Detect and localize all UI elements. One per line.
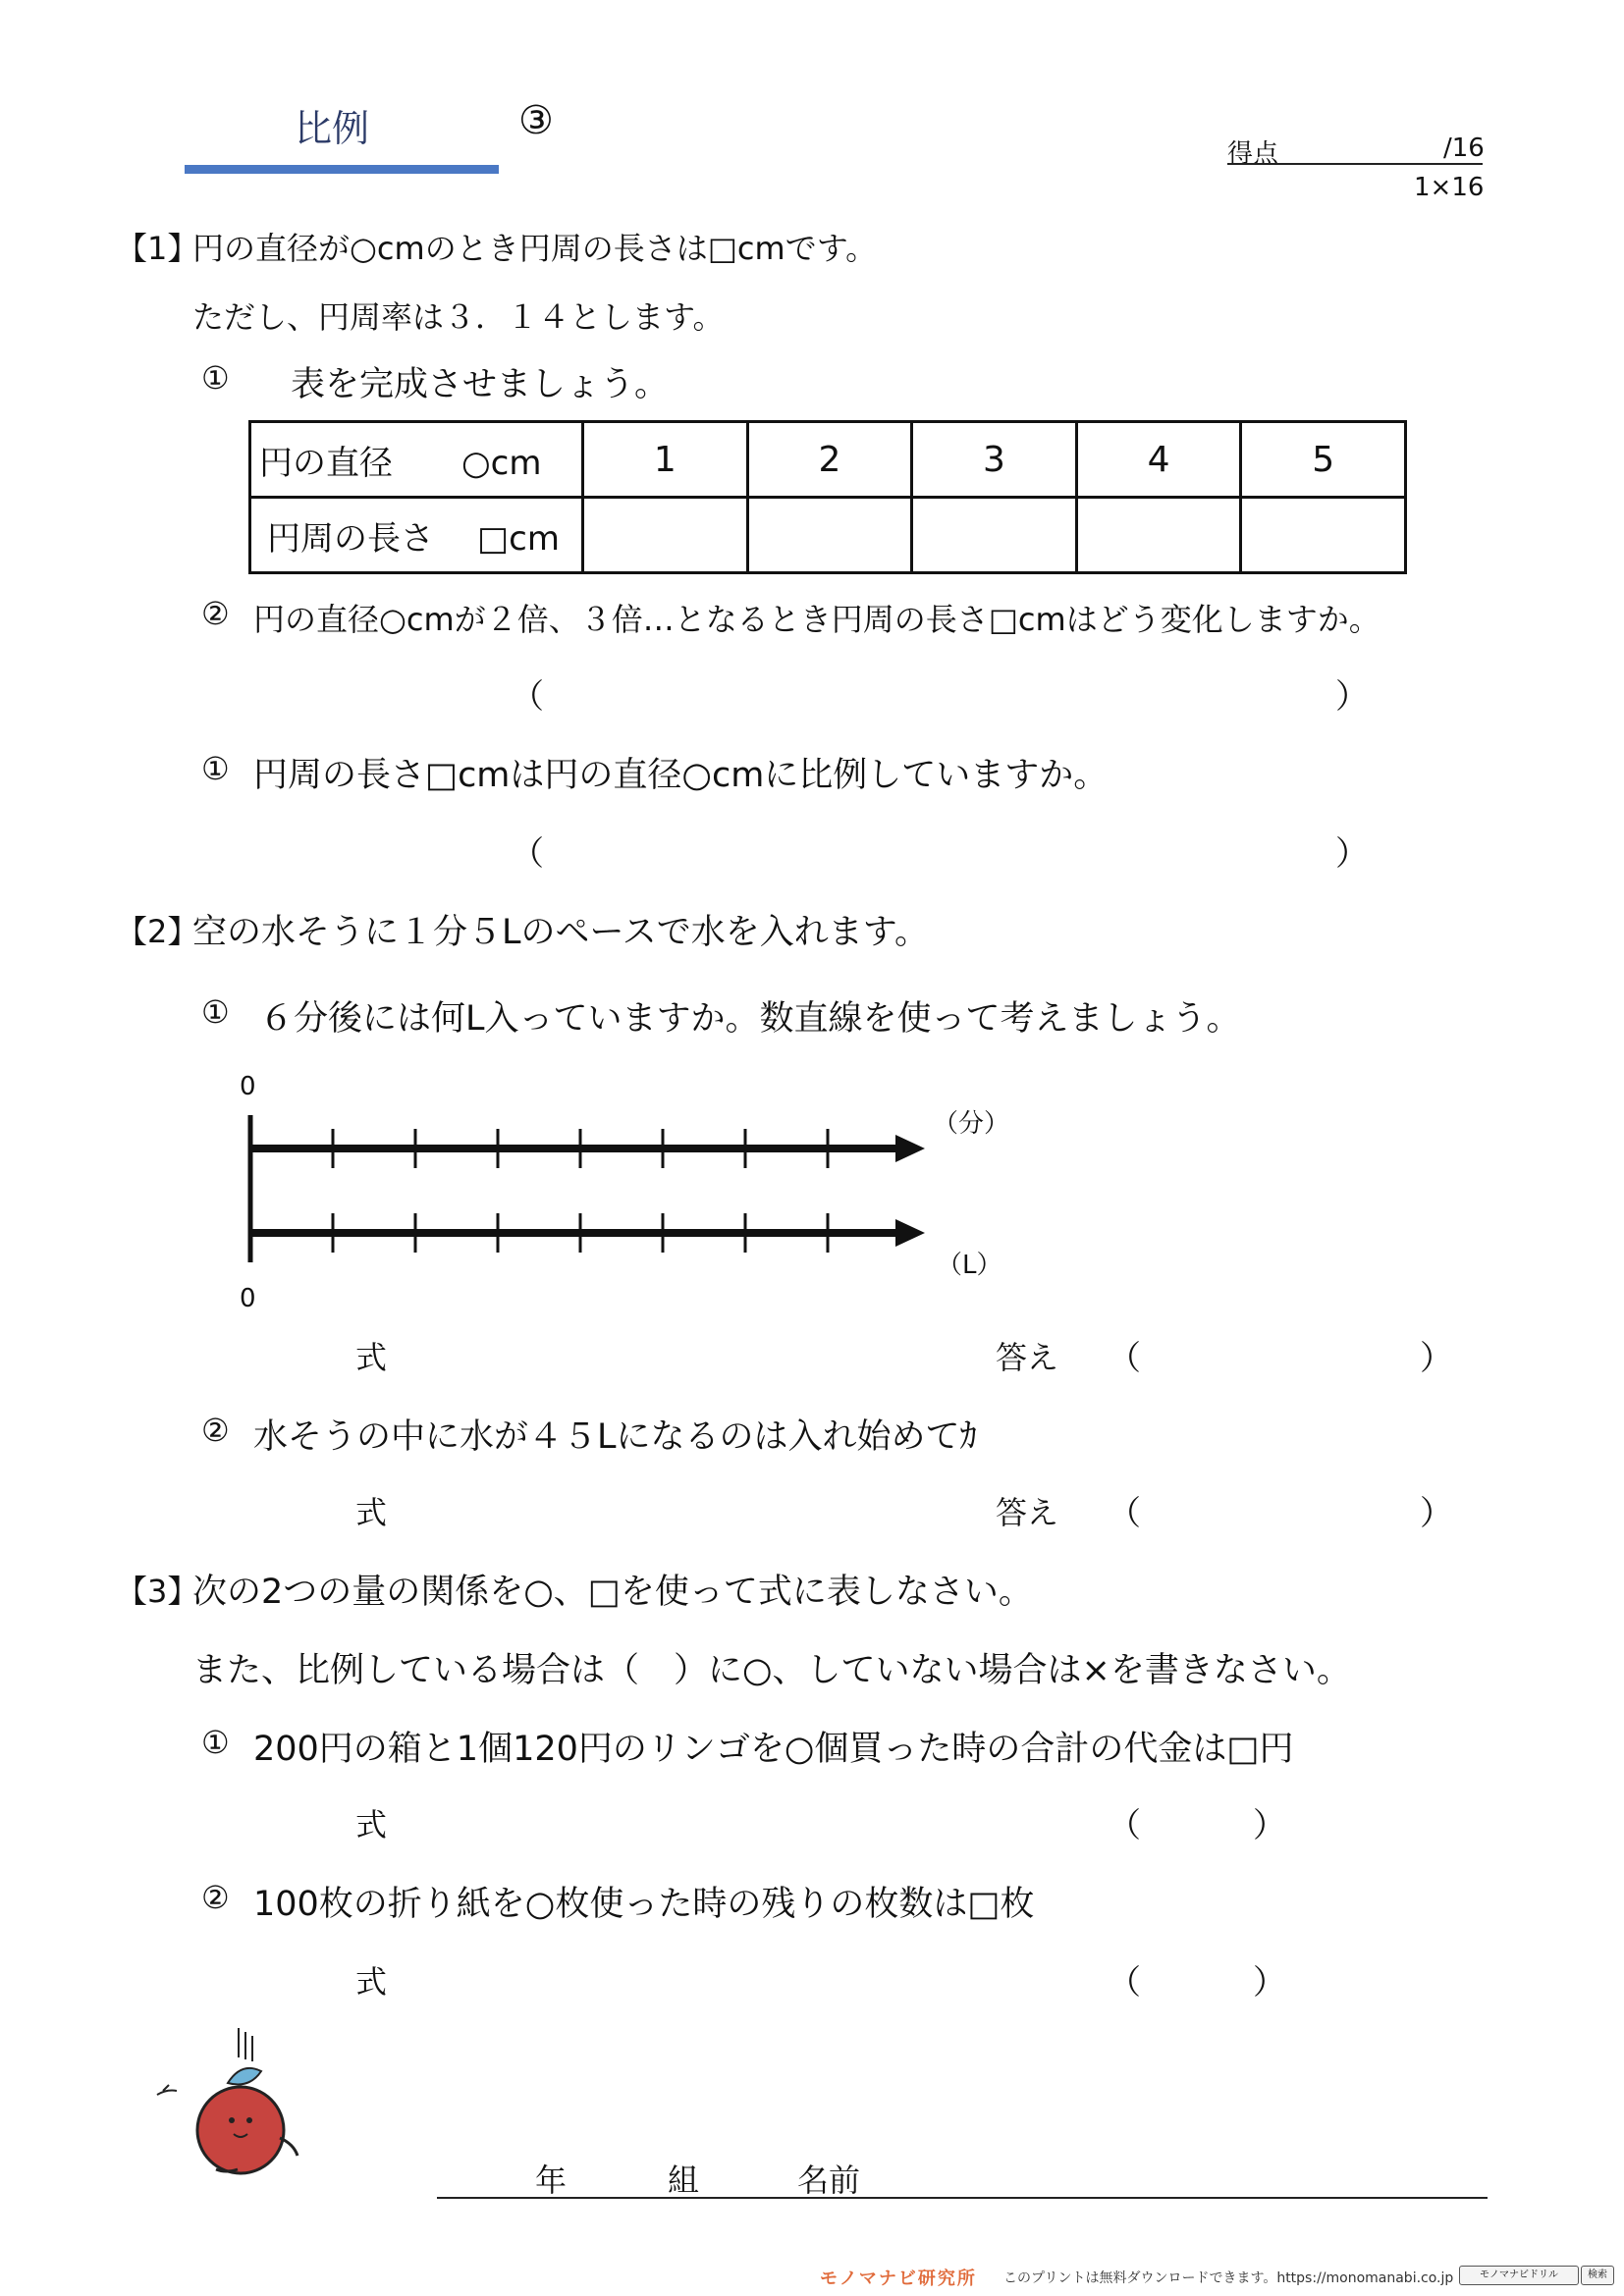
score-underline — [1227, 163, 1483, 165]
title-underline — [185, 165, 499, 174]
q1-tag: 【1】 — [116, 230, 199, 267]
table-cell-d3: 3 — [912, 422, 1077, 498]
q3-text-2: また、比例している場合は（ ）に○、していない場合は×を書きなさい。 — [192, 1651, 1351, 1690]
search-button[interactable]: 検索 — [1581, 2266, 1614, 2285]
answer-paren-open: （ — [511, 677, 544, 717]
answer-cell-5[interactable] — [1241, 498, 1406, 573]
row-label-diameter — [250, 422, 583, 498]
year-label: 年 — [535, 2162, 568, 2199]
worksheet-number: ③ — [518, 98, 554, 143]
q1-part3-text: 円周の長さ□cmは円の直径○cmに比例していますか。 — [253, 756, 1109, 795]
table-cell-d4: 4 — [1076, 422, 1241, 498]
q3-tag: 【3】 — [116, 1573, 199, 1610]
numline-unit-minutes: （分） — [933, 1109, 1010, 1139]
answer-paren-close: ） — [1253, 1963, 1286, 2002]
q1-text-1: 円の直径が○cmのとき円周の長さは□cmです。 — [192, 230, 878, 267]
answer-paren-close: ） — [1335, 834, 1369, 874]
answer-paren-close: ） — [1420, 1339, 1453, 1378]
numline-unit-liters: （L） — [937, 1251, 1002, 1280]
answer-paren-close: ） — [1420, 1494, 1453, 1533]
answer-paren-close: ） — [1335, 677, 1369, 717]
diameter-label: 円の直径 — [259, 443, 393, 483]
answer-paren-close: ） — [1253, 1806, 1286, 1845]
q3-text-1: 次の2つの量の関係を○、□を使って式に表しなさい。 — [192, 1573, 1033, 1612]
q2-text: 空の水そうに１分５Lのペースで水を入れます。 — [192, 913, 929, 952]
answer-paren-open: （ — [511, 834, 544, 874]
class-label: 組 — [668, 2162, 700, 2199]
numline-liters-arrowhead — [895, 1219, 925, 1247]
q2-part2-mark: ② — [201, 1412, 230, 1449]
q2-part2-text: 水そうの中に水が４５Lになるのは入れ始めてｶ — [253, 1417, 978, 1457]
apple-mascot-illustration — [147, 2022, 314, 2179]
diameter-circumference-table — [248, 420, 1407, 574]
number-line-diagram — [236, 1109, 943, 1276]
q1-part2-mark: ② — [201, 595, 230, 632]
answer-paren-open: （ — [1108, 1494, 1141, 1533]
q1-text-2: ただし、円周率は３．１４とします。 — [192, 298, 725, 336]
row-label-circumference — [250, 498, 583, 573]
q2-part1-shiki: 式 — [355, 1339, 388, 1376]
q3-part1-mark: ① — [201, 1724, 230, 1761]
numline-minutes-arrowhead — [895, 1135, 925, 1162]
q1-part3-mark: ① — [201, 750, 230, 787]
q2-part1-kotae: 答え — [996, 1339, 1059, 1376]
q2-part2-shiki: 式 — [355, 1494, 388, 1531]
worksheet-title: 比例 — [295, 107, 370, 150]
apple-leaf — [228, 2068, 261, 2085]
brand-logo: モノマナビ研究所 — [820, 2269, 977, 2289]
answer-cell-3[interactable] — [912, 498, 1077, 573]
numline-zero-top: 0 — [240, 1072, 256, 1101]
name-line[interactable] — [437, 2197, 1488, 2199]
footer-note: このプリントは無料ダウンロードできます。https://monomanabi.co.jp — [1003, 2270, 1454, 2286]
q3-part1-text: 200円の箱と1個120円のリンゴを○個買った時の合計の代金は□円 — [253, 1730, 1294, 1769]
diameter-unit: ○cm — [461, 443, 542, 483]
q3-part1-shiki: 式 — [355, 1806, 388, 1843]
q3-part2-shiki: 式 — [355, 1963, 388, 2001]
answer-cell-2[interactable] — [747, 498, 912, 573]
answer-paren-open: （ — [1108, 1806, 1141, 1845]
q2-part1-mark: ① — [201, 993, 230, 1031]
circumference-label: 円周の長さ — [267, 518, 434, 559]
table-row-diameter — [250, 422, 1406, 498]
table-cell-d2: 2 — [747, 422, 912, 498]
score-scheme: 1×16 — [1414, 173, 1485, 202]
q1-part1-mark: ① — [201, 359, 230, 397]
score-label: 得点 — [1227, 139, 1279, 169]
q3-part2-mark: ② — [201, 1879, 230, 1916]
table-row-circumference — [250, 498, 1406, 573]
score-total: /16 — [1443, 133, 1485, 163]
answer-cell-4[interactable] — [1076, 498, 1241, 573]
apple-body — [197, 2087, 284, 2173]
circumference-unit: □cm — [477, 518, 560, 559]
q3-part2-text: 100枚の折り紙を○枚使った時の残りの枚数は□枚 — [253, 1885, 1035, 1924]
q1-part2-text: 円の直径○cmが２倍、３倍…となるとき円周の長さ□cmはどう変化しますか。 — [253, 601, 1380, 638]
answer-paren-open: （ — [1108, 1339, 1141, 1378]
q1-part1-text: 表を完成させましょう。 — [291, 365, 670, 404]
answer-paren-open: （ — [1108, 1963, 1141, 2002]
numline-zero-bottom: 0 — [240, 1284, 256, 1313]
answer-cell-1[interactable] — [583, 498, 748, 573]
table-cell-d1: 1 — [583, 422, 748, 498]
search-box[interactable]: モノマナビドリル — [1459, 2266, 1579, 2285]
q2-tag: 【2】 — [116, 913, 199, 950]
q2-part2-kotae: 答え — [996, 1494, 1059, 1531]
name-label: 名前 — [797, 2162, 861, 2199]
q2-part1-text: ６分後には何L入っていますか。数直線を使って考えましょう。 — [259, 999, 1241, 1039]
table-cell-d5: 5 — [1241, 422, 1406, 498]
